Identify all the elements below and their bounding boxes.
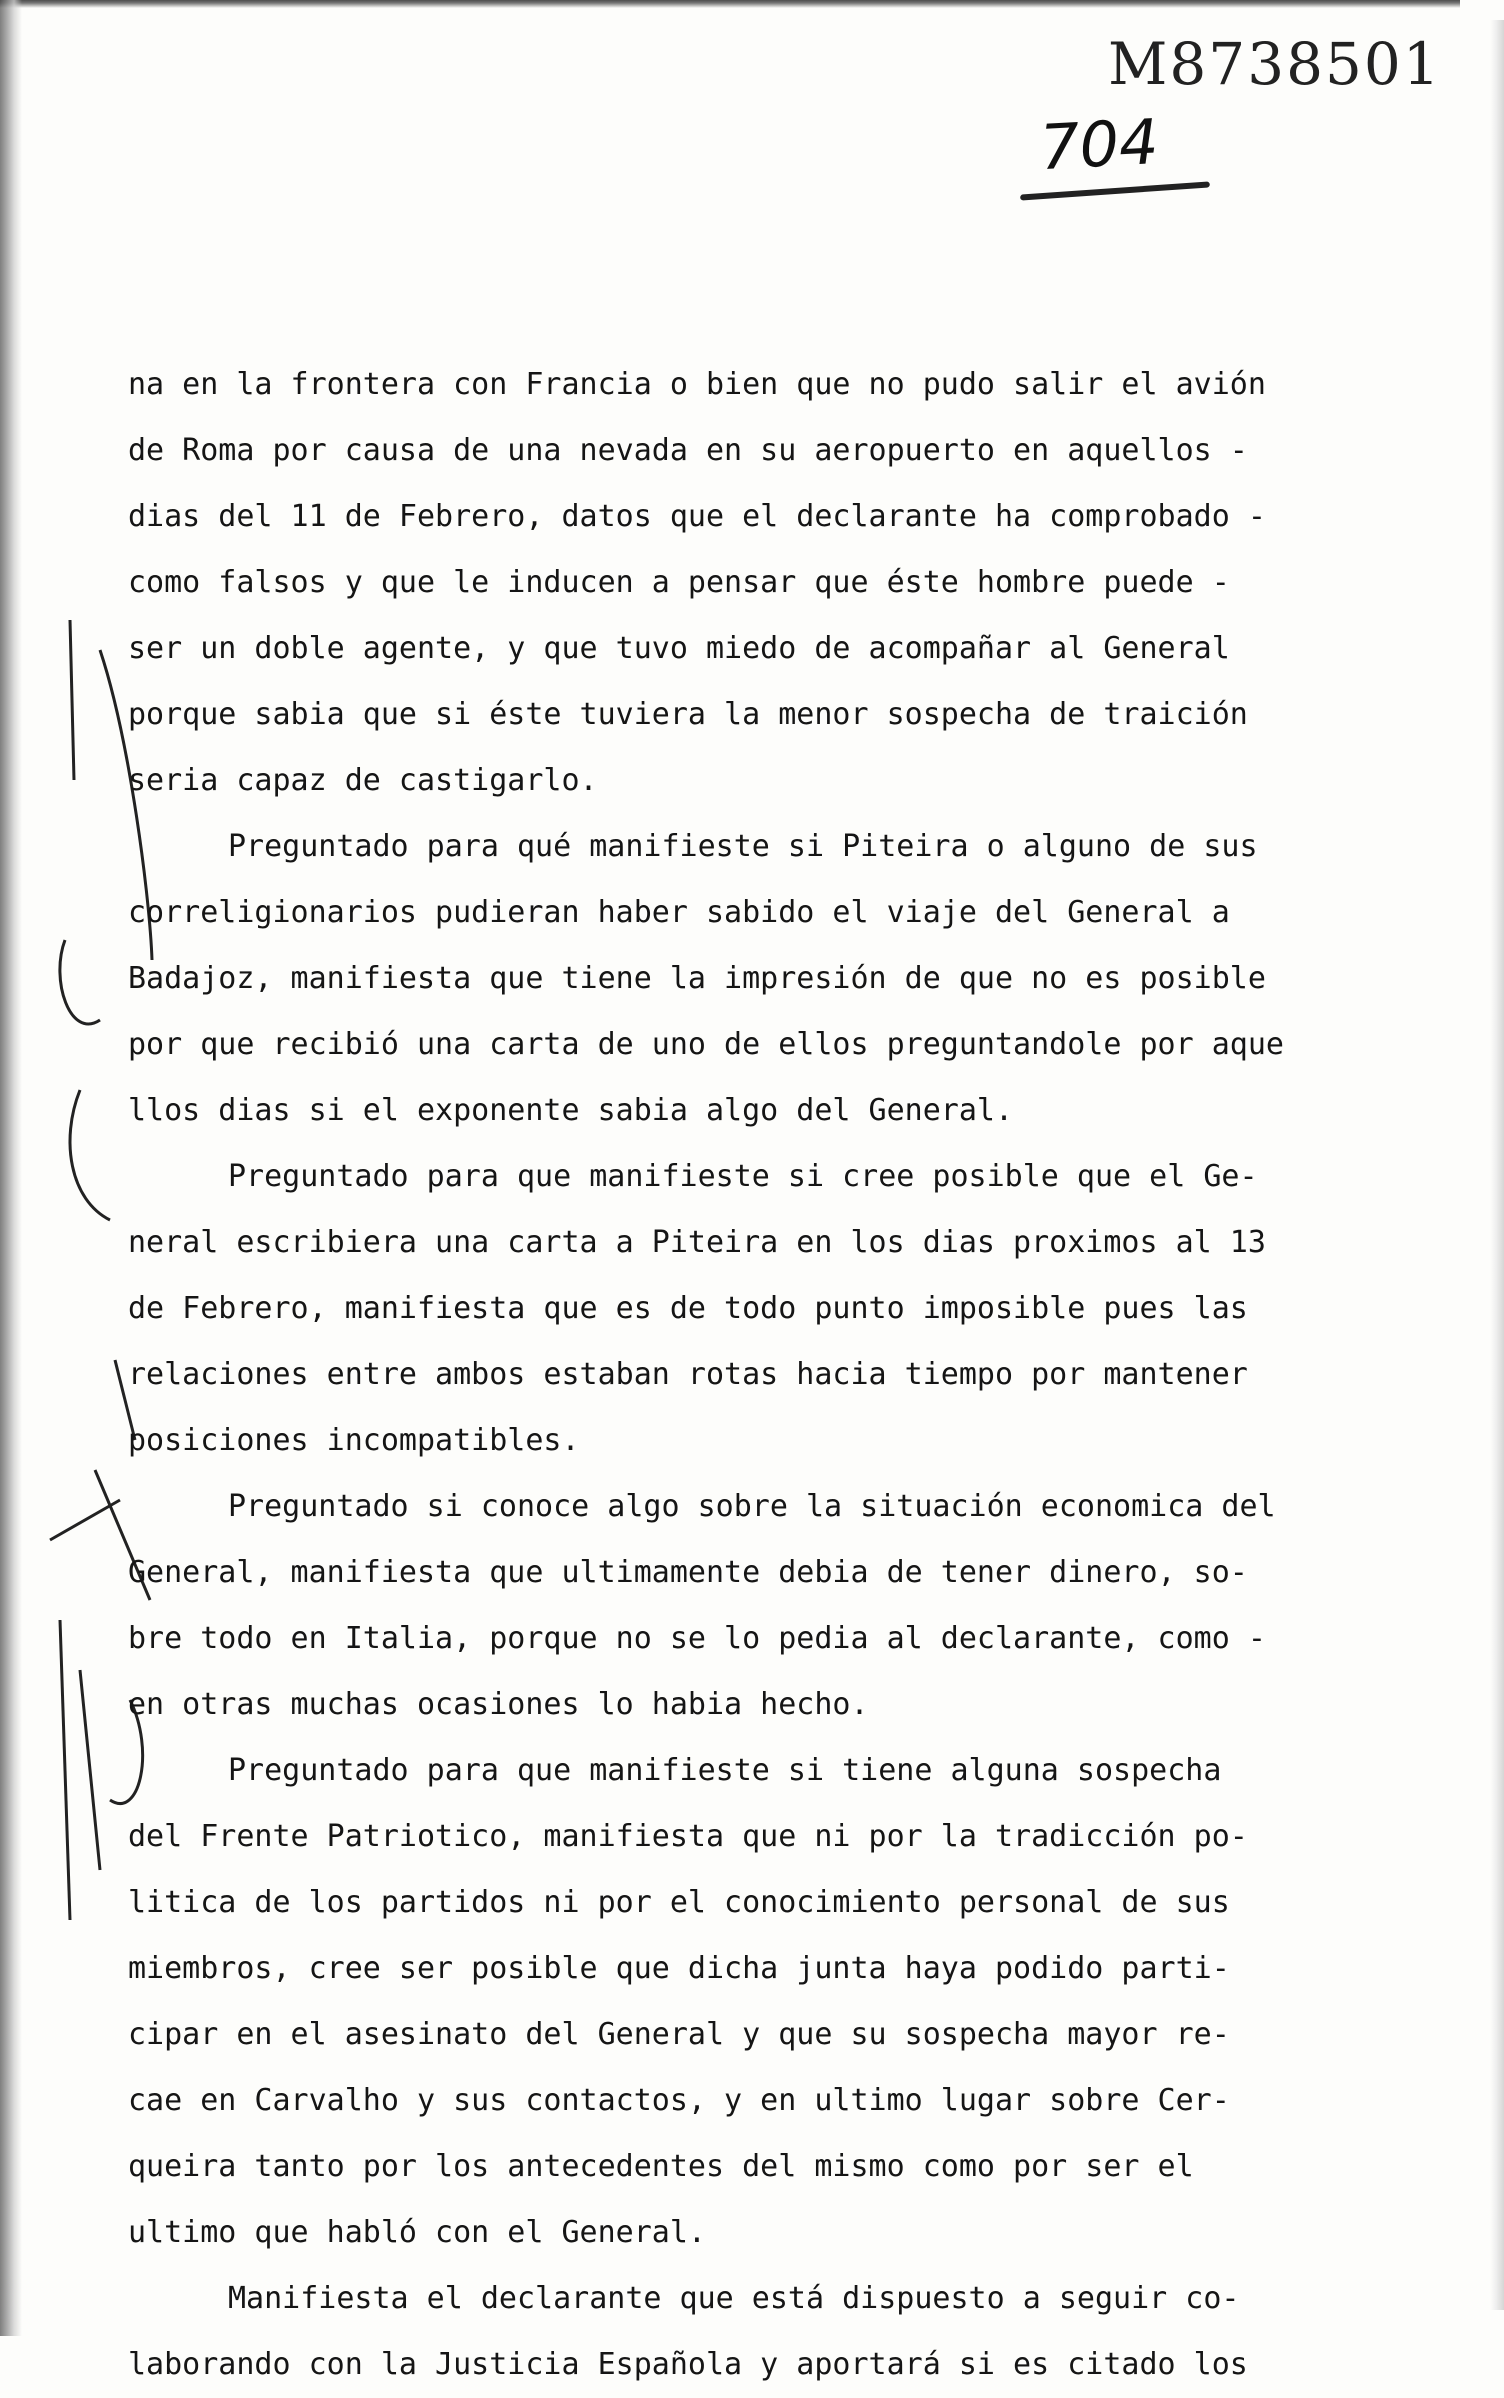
- folio-underline: [1020, 181, 1210, 200]
- text-line: laborando con la Justicia Española y aportará si es citado los: [128, 2347, 1248, 2382]
- text-line: cae en Carvalho y sus contactos, y en ultimo lugar sobre Cer-: [128, 2083, 1230, 2118]
- text-line: Preguntado para que manifieste si cree posible que el Ge-: [228, 1159, 1258, 1194]
- text-line: relaciones entre ambos estaban rotas hacia tiempo por mantener: [128, 1357, 1248, 1392]
- document-body: [128, 352, 1358, 2398]
- text-line: ultimo que habló con el General.: [128, 2215, 706, 2250]
- text-line: Preguntado si conoce algo sobre la situación economica del: [228, 1489, 1276, 1524]
- text-line: Preguntado para qué manifieste si Piteira o alguno de sus: [228, 829, 1258, 864]
- text-line: porque sabia que si éste tuviera la menor sospecha de traición: [128, 697, 1248, 732]
- text-line: dias del 11 de Febrero, datos que el declarante ha comprobado -: [128, 499, 1266, 534]
- text-line: Badajoz, manifiesta que tiene la impresión de que no es posible: [128, 961, 1266, 996]
- text-line: miembros, cree ser posible que dicha junta haya podido parti-: [128, 1951, 1230, 1986]
- text-line: neral escribiera una carta a Piteira en los dias proximos al 13: [128, 1225, 1266, 1260]
- text-line: del Frente Patriotico, manifiesta que ni por la tradicción po-: [128, 1819, 1248, 1854]
- text-line: seria capaz de castigarlo.: [128, 763, 598, 798]
- scan-left-edge: [0, 0, 22, 2336]
- text-line: queira tanto por los antecedentes del mismo como por ser el: [128, 2149, 1194, 2184]
- text-line: na en la frontera con Francia o bien que no pudo salir el avión: [128, 367, 1266, 402]
- text-line: posiciones incompatibles.: [128, 1423, 580, 1458]
- text-line: litica de los partidos ni por el conocimiento personal de sus: [128, 1885, 1230, 1920]
- reference-number: M8738501: [1108, 30, 1442, 98]
- text-line: Manifiesta el declarante que está dispuesto a seguir co-: [228, 2281, 1240, 2316]
- text-line: llos dias si el exponente sabia algo del General.: [128, 1093, 1014, 1128]
- text-line: correligionarios pudieran haber sabido el viaje del General a: [128, 895, 1230, 930]
- text-line: ser un doble agente, y que tuvo miedo de acompañar al General: [128, 631, 1230, 666]
- text-line: en otras muchas ocasiones lo habia hecho.: [128, 1687, 869, 1722]
- text-line: bre todo en Italia, porque no se lo pedia al declarante, como -: [128, 1621, 1266, 1656]
- scan-top-edge: [0, 0, 1460, 8]
- text-line: de Febrero, manifiesta que es de todo punto imposible pues las: [128, 1291, 1248, 1326]
- text-line: por que recibió una carta de uno de ellos preguntandole por aque: [128, 1027, 1284, 1062]
- scan-right-edge: [1490, 20, 1504, 2310]
- text-line: General, manifiesta que ultimamente debia de tener dinero, so-: [128, 1555, 1248, 1590]
- text-line: Preguntado para que manifieste si tiene alguna sospecha: [228, 1753, 1222, 1788]
- text-line: de Roma por causa de una nevada en su aeropuerto en aquellos -: [128, 433, 1248, 468]
- text-line: cipar en el asesinato del General y que su sospecha mayor re-: [128, 2017, 1230, 2052]
- text-line: como falsos y que le inducen a pensar que éste hombre puede -: [128, 565, 1230, 600]
- handwritten-folio-number: 704: [1038, 104, 1161, 185]
